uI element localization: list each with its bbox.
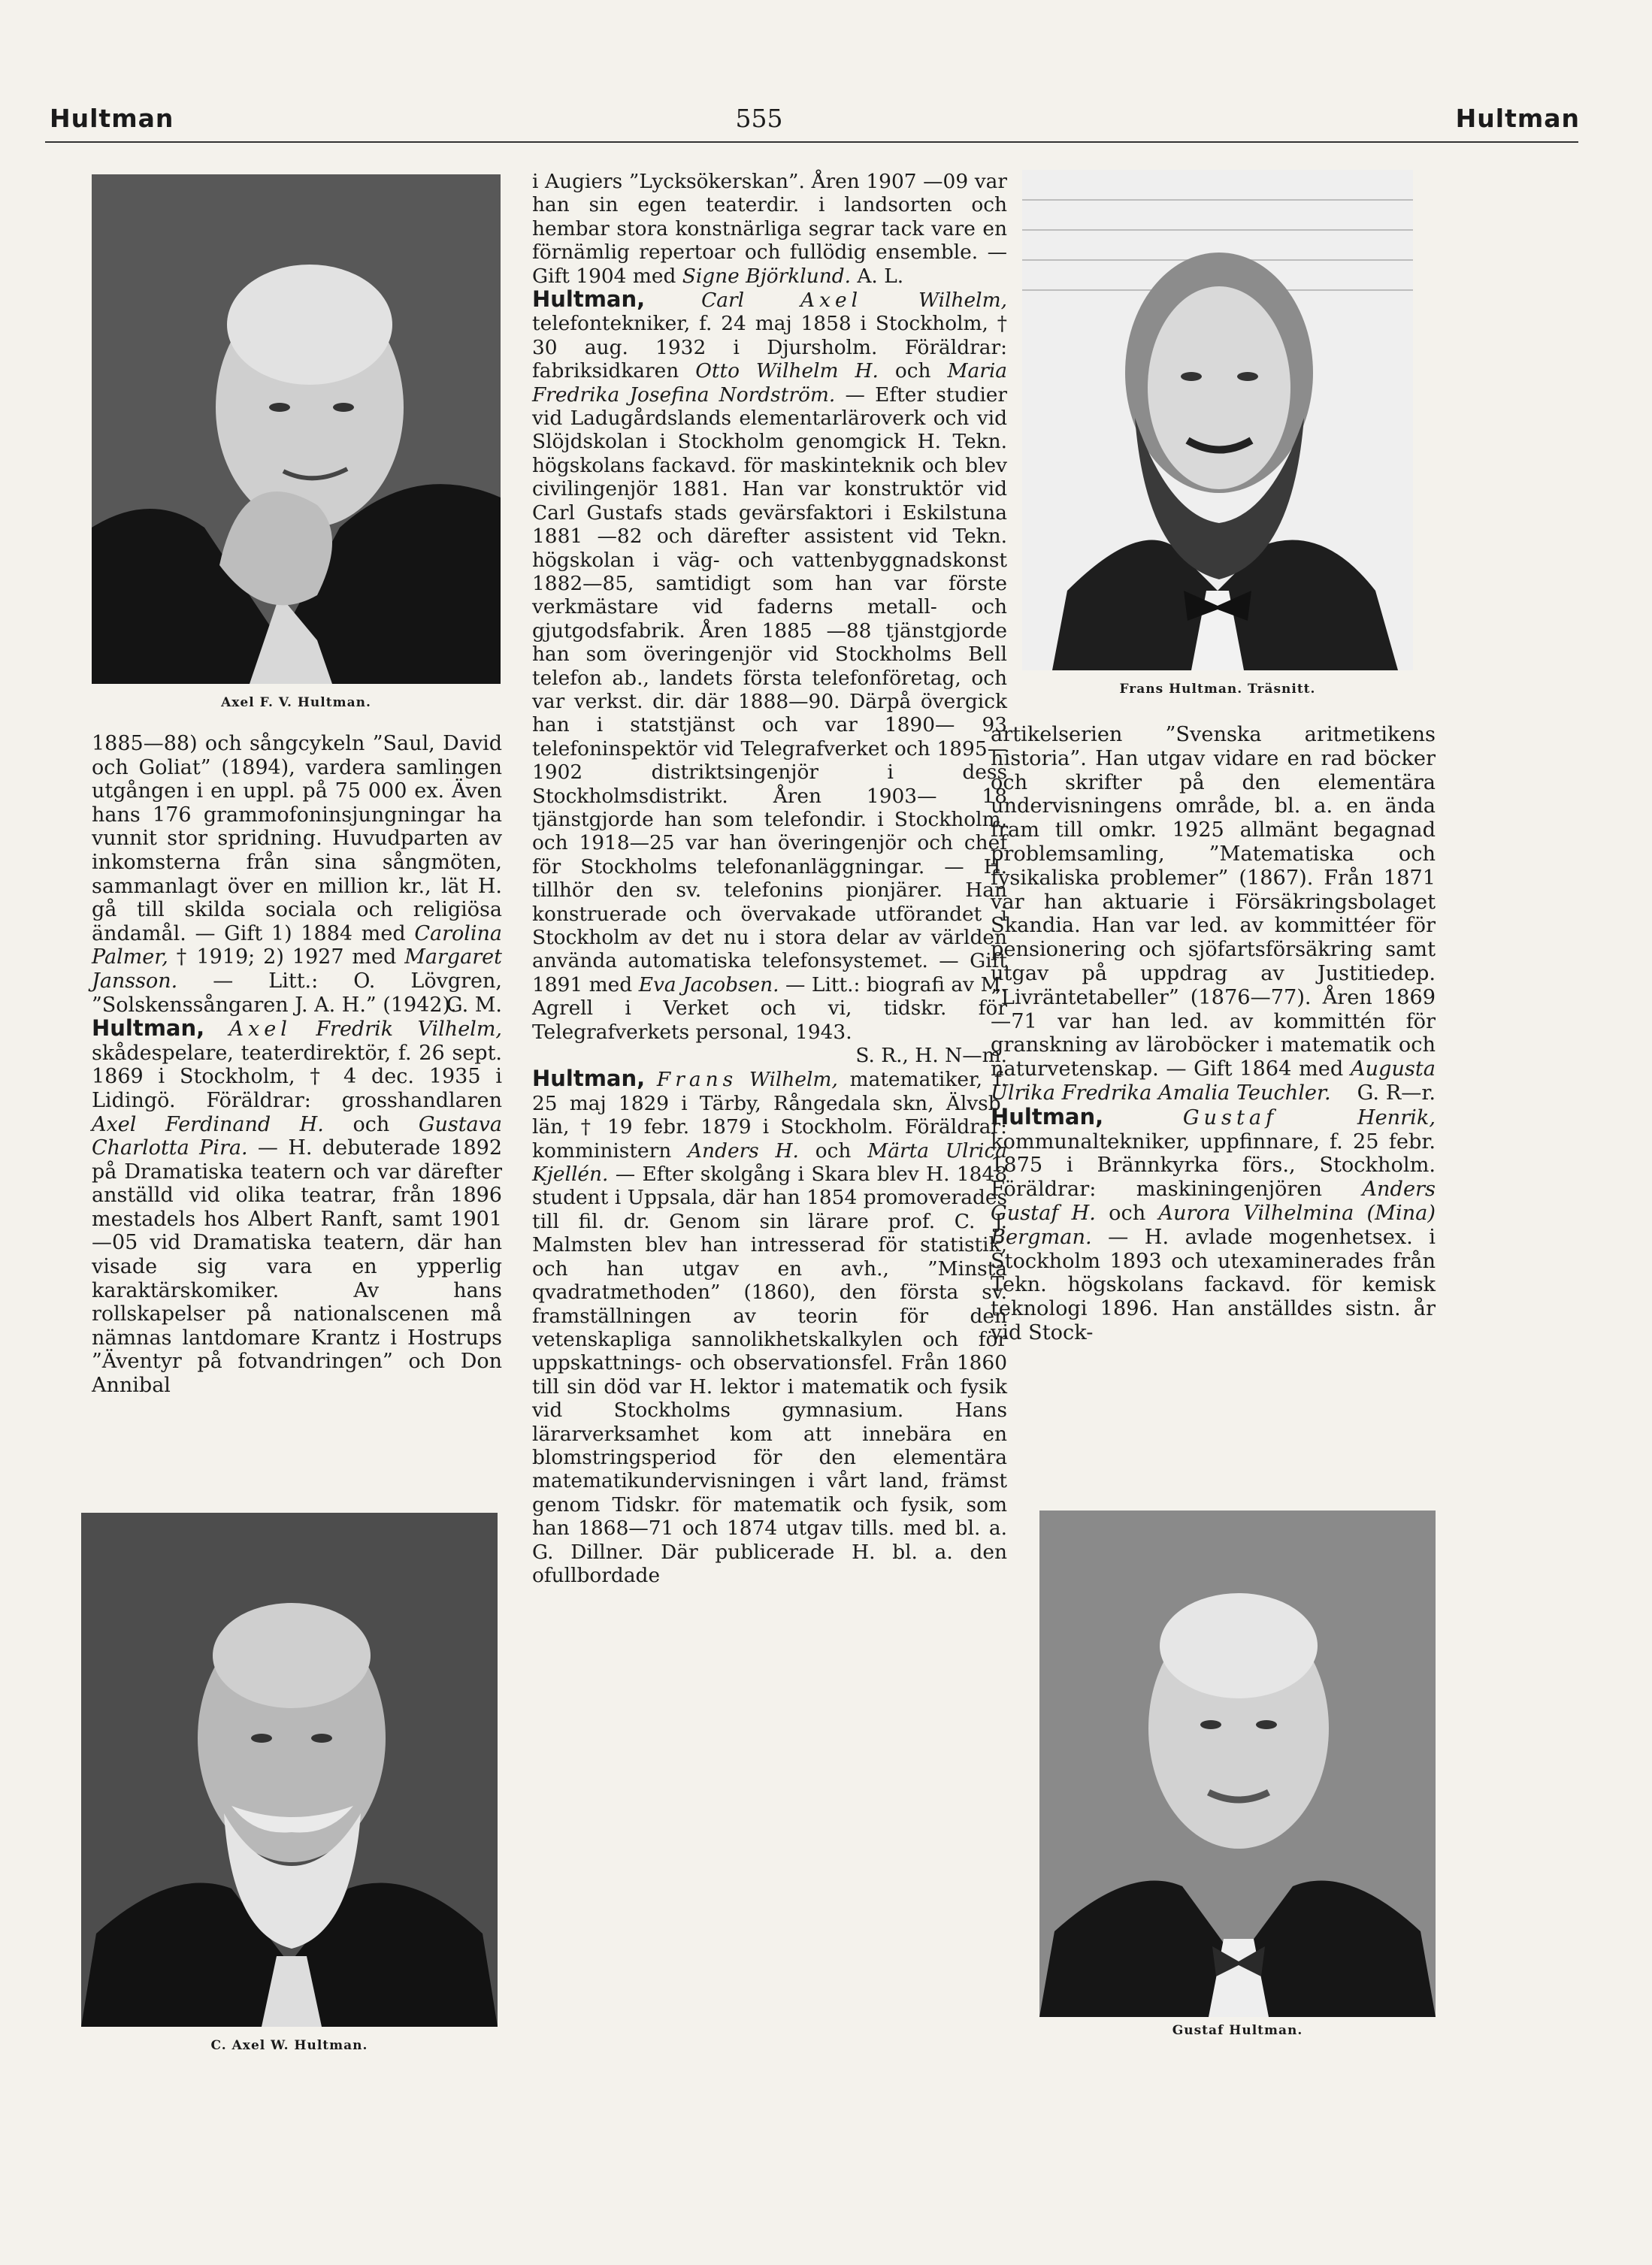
entry-continuation-col1: 1885—88) och sångcykeln ”Saul, David och Goliat” (1894), vardera samlingen utgången i en uppl. på 75 000 ex. Även hans 176 grammofoninsjungningar ha vunnit stor spridning. Huvudparten av inkomsterna från sina sångmöten, sammanlagt över en million kr., lät H. gå till skilda sociala och religiösa ändamål. — Gift 1) 1884 med Carolina Palmer, † 1919; 2) 1927 med Margaret Jansson. — Litt.: O. Lövgren, ”Solskenssångaren J. A. H.” (1942). (92, 732, 502, 1017)
entry-continuation-col2: i Augiers ”Lycksökerskan”. Åren 1907 —09 var han sin egen teaterdir. i landsorten och hembar stora konstnärliga segrar tack vare en förnämlig repertoar och fullödig ensemble. — Gift 1904 med Signe Björklund. A. L. (532, 170, 1007, 288)
portrait-gustaf-hultman (1039, 1511, 1436, 2017)
caption-frans-hultman: Frans Hultman. Träsnitt. (1119, 682, 1316, 697)
entry-axel-fredrik-vilhelm: Hultman, Axel Fredrik Vilhelm, skådespelare, teaterdirektör, f. 26 sept. 1869 i Stockholm, † 4 dec. 1935 i Lidingö. Föräldrar: grosshandlaren Axel Ferdinand H. och Gustava Charlotta Pira. — H. debuterade 1892 på Dramatiska teatern och var därefter anställd vid olika teatrar, från 1896 mestadels hos Albert Ranft, samt 1901 —05 vid Dramatiska teatern, där han visade sig vara en ypperlig karaktärskomiker. Av hans rollskapelser på nationalscenen må nämnas lantdomare Krantz i Hostrups ”Äventyr på fotvandringen” och Don Annibal (92, 1015, 503, 1398)
entry-continuation-col3: artikelserien ”Svenska aritmetikens historia”. Han utgav vidare en rad böcker och skrifter på den elementära undervisningens område, bl. a. en ända fram till omkr. 1925 allmänt begagnad problemsamling, ”Matematiska och fysikaliska problemer” (1867). Från 1871 var han aktuarie i Försäkringsbolaget Skandia. Han var led. av kommittéer för pensionering och sjöfartsförsäkring samt utgav på uppdrag av Justitiedep. ”Livräntetabeller” (1876—77). Åren 1869—71 var han led. av kommittén för granskning av läroböcker i matematik och naturvetenskap. — Gift 1864 med Augusta Ulrika Fredrika Amalia Teuchler. (991, 723, 1436, 1105)
header-rule (45, 141, 1578, 143)
headword: Hultman, (532, 286, 646, 313)
column-2 (532, 170, 1007, 1587)
entry-gustaf-henrik: Hultman, Gustaf Henrik, kommunaltekniker, uppfinnare, f. 25 febr. 1875 i Brännkyrka förs., Stockholm. Föräldrar: maskiningenjören Anders Gustaf H. och Aurora Vilhelmina (Mina) Bergman. — H. avlade mogenhetsex. i Stockholm 1893 och utexaminerades från Tekn. högskolans fackavd. för kemisk teknologi 1896. Han anställdes sistn. år vid Stock- (991, 1103, 1436, 1344)
signature-a-l: A. L. (850, 264, 904, 288)
caption-c-axel-w-hultman: C. Axel W. Hultman. (210, 2038, 368, 2053)
signature-g-m: G. M. (446, 993, 502, 1017)
caption-gustaf-hultman: Gustaf Hultman. (1172, 2023, 1303, 2038)
caption-axel-f-v-hultman: Axel F. V. Hultman. (221, 695, 371, 710)
entry-frans-wilhelm: Hultman, Frans Wilhelm, matematiker, f. 25 maj 1829 i Tärby, Rångedala skn, Älvsb. län, † 19 febr. 1879 i Stockholm. Föräldrar: komministern Anders H. och Märta Ulrica Kjellén. — Efter skolgång i Skara blev H. 1848 student i Uppsala, där han 1854 promoverades till fil. dr. Genom sin lärare prof. C. J. Malmsten blev han intresserad för statistik, och han utgav en avh., ”Minsta qvadratmethoden” (1860), den första sv. framställningen av teorin för den vetenskapliga sannolikhetskalkylen och för uppskattnings- och observationsfel. Från 1860 till sin död var H. lektor i matematik och fysik vid Stockholms gymnasium. Hans lärarverksamhet kom att innebära en blomstringsperiod för den elementära matematikundervisningen i vårt land, främst genom Tidskr. för matematik och fysik, som han 1868—71 och 1874 utgav tills. med bl. a. G. Dillner. Där publicerade H. bl. a. den ofullbordade (532, 1066, 1008, 1587)
page-number: 555 (735, 104, 783, 133)
headword: Hultman, (532, 1066, 646, 1092)
portrait-c-axel-w-hultman (81, 1513, 498, 2027)
portrait-frans-hultman (1022, 170, 1413, 670)
headword: Hultman, (991, 1103, 1104, 1129)
headword: Hultman, (92, 1015, 205, 1042)
column-1 (92, 732, 502, 1398)
entry-carl-axel-wilhelm: Hultman, Carl Axel Wilhelm, telefontekniker, f. 24 maj 1858 i Stockholm, † 30 aug. 1932 i Djursholm. Föräldrar: fabriksidkaren Otto Wilhelm H. och Maria Fredrika Josefina Nordström. — Efter studier vid Ladugårdslands elementarläroverk och vid Slöjdskolan i Stockholm genomgick H. Tekn. högskolans fackavd. för maskinteknik och blev civilingenjör 1881. Han var konstruktör vid Carl Gustafs stads gevärsfaktori i Eskilstuna 1881 —82 och därefter assistent vid Tekn. högskolan i väg- och vattenbyggnadskonst 1882—85, samtidigt som han var förste verkmästare vid faderns metall- och gjutgodsfabrik. Åren 1885 —88 tjänstgjorde han som överingenjör vid Stockholms Bell telefon ab., landets första telefonföretag, och var verkst. dir. där 1888—90. Därpå övergick han i statstjänst och var 1890— 93 telefoninspektör vid Telegrafverket och 1895—1902 distriktsingenjör i dess Stockholmsdistrikt. Åren 1903— 18 tjänstgjorde han som telefondir. i Stockholm, och 1918—25 var han överingenjör och chef för Stockholms telefonanläggningar. — H. tillhör den sv. telefonins pionjärer. Han konstruerade och övervakade utförandet i Stockholm av det nu i stora delar av världen använda automatiska telefonsystemet. — Gift 1891 med Eva Jacobsen. — Litt.: biografi av M. Agrell i Verket och vi, tidskr. för Telegrafverkets personal, 1943. (532, 286, 1008, 1044)
signature-s-r-h-n: S. R., H. N—m. (855, 1044, 1007, 1068)
portrait-axel-f-v-hultman (92, 174, 501, 684)
signature-g-r: G. R—r. (1357, 1081, 1436, 1105)
running-head-left: Hultman (50, 104, 174, 133)
column-3 (991, 723, 1436, 1345)
running-head-right: Hultman (1455, 104, 1580, 133)
